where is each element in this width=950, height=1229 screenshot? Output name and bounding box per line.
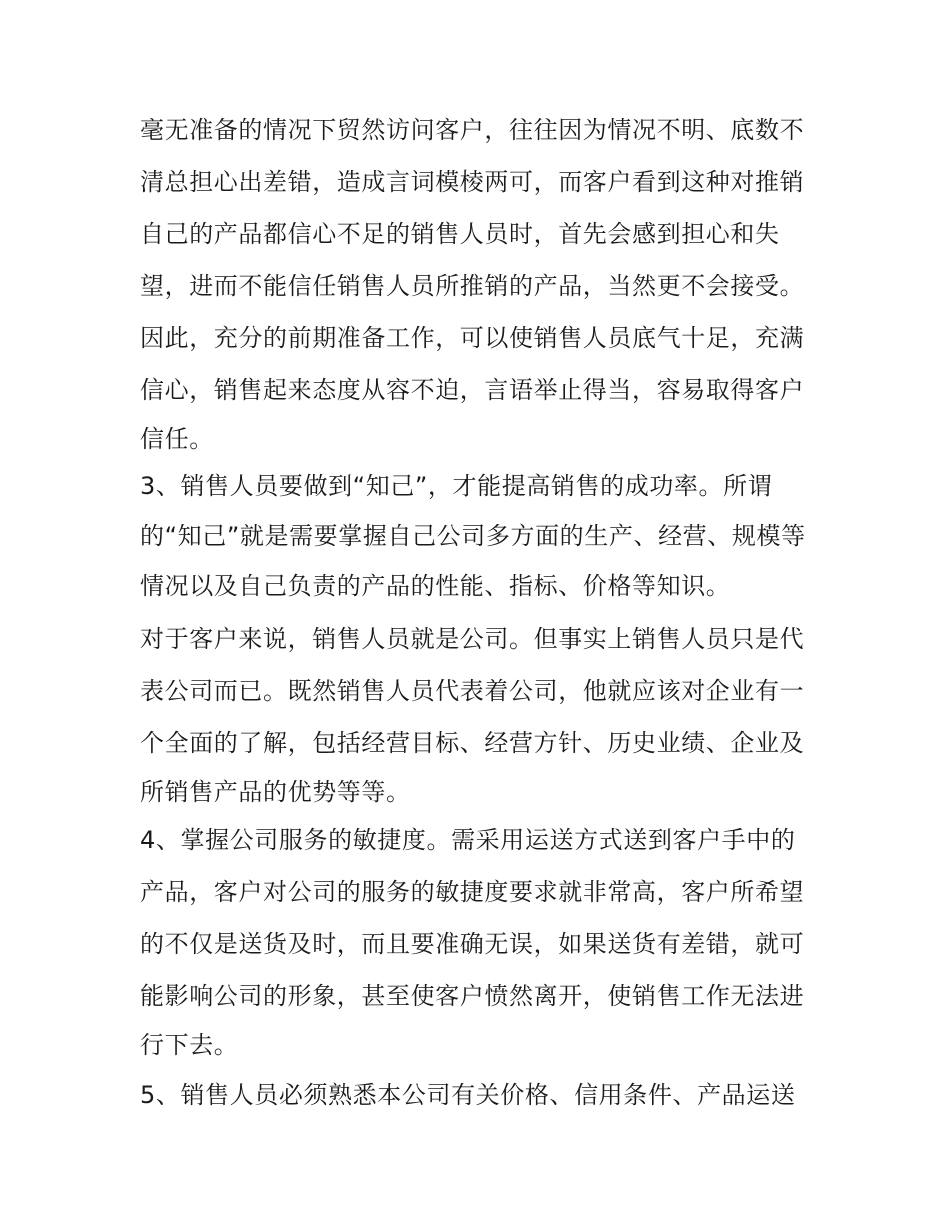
text-line: 信任。 <box>140 425 214 453</box>
text-line: 5、销售人员必须熟悉本公司有关价格、信用条件、产品运送 <box>140 1081 796 1109</box>
text-line: 毫无准备的情况下贸然访问客户，往往因为情况不明、底数不 <box>140 116 805 144</box>
text-line: 的不仅是送货及时，而且要准确无误，如果送货有差错，就可 <box>140 930 805 958</box>
text-line: 情况以及自己负责的产品的性能、指标、价格等知识。 <box>140 572 731 600</box>
text-line: 4、掌握公司服务的敏捷度。需采用运送方式送到客户手中的 <box>140 826 796 854</box>
text-line: 自己的产品都信心不足的销售人员时，首先会感到担心和失 <box>140 220 780 248</box>
text-line: 对于客户来说，销售人员就是公司。但事实上销售人员只是代 <box>140 625 805 653</box>
text-line: 望，进而不能信任销售人员所推销的产品，当然更不会接受。 <box>140 272 805 300</box>
text-line: 因此，充分的前期准备工作，可以使销售人员底气十足，充满 <box>140 324 805 352</box>
text-line: 个全面的了解，包括经营目标、经营方针、历史业绩、企业及 <box>140 729 805 757</box>
text-line: 清总担心出差错，造成言词模棱两可，而客户看到这种对推销 <box>140 168 805 196</box>
text-line: 3、销售人员要做到“知己”，才能提高销售的成功率。所谓 <box>140 472 773 500</box>
text-line: 所销售产品的优势等等。 <box>140 778 411 806</box>
text-line: 表公司而已。既然销售人员代表着公司，他就应该对企业有一 <box>140 677 805 705</box>
text-line: 产品，客户对公司的服务的敏捷度要求就非常高，客户所希望 <box>140 878 805 906</box>
text-line: 能影响公司的形象，甚至使客户愤然离开，使销售工作无法进 <box>140 982 805 1010</box>
text-line: 信心，销售起来态度从容不迫，言语举止得当，容易取得客户 <box>140 376 805 404</box>
text-line: 行下去。 <box>140 1031 239 1059</box>
text-line: 的“知己”就是需要掌握自己公司多方面的生产、经营、规模等 <box>140 522 806 550</box>
